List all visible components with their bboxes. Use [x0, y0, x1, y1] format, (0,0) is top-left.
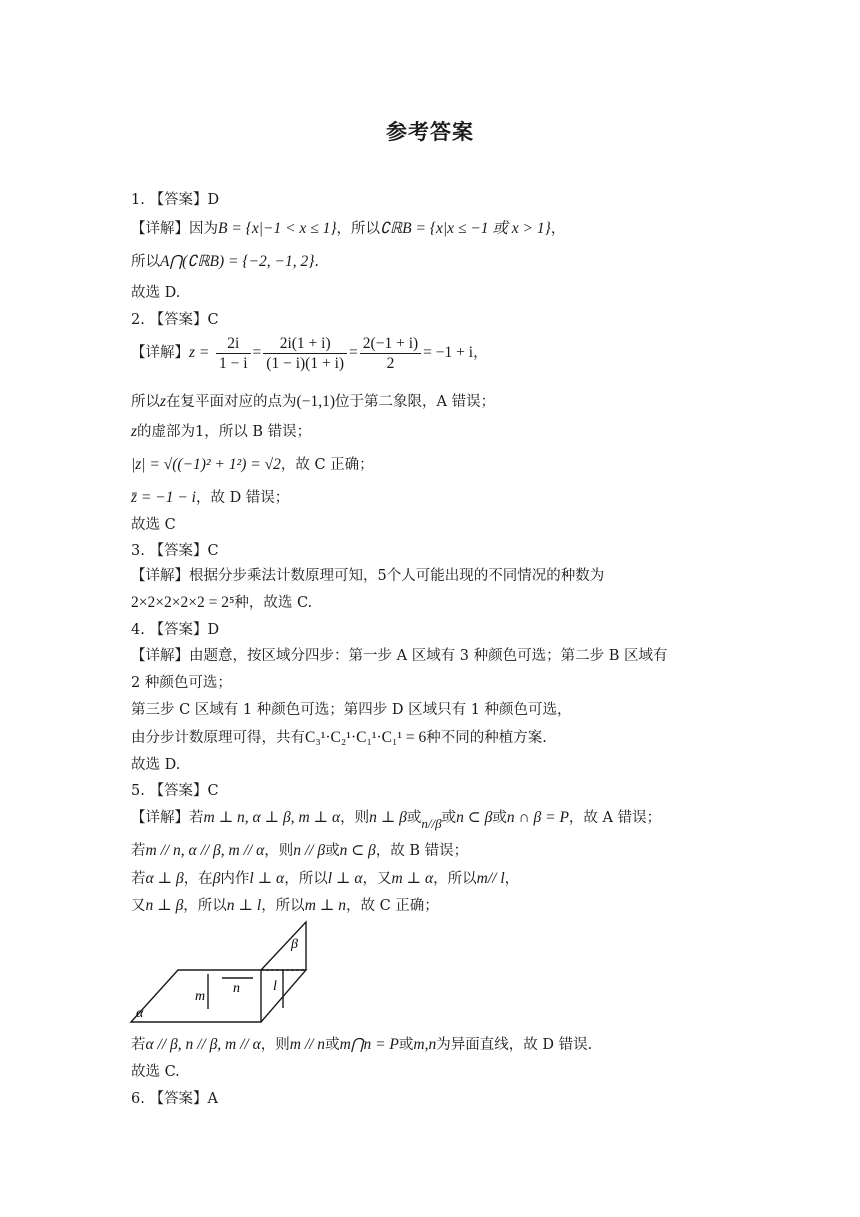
text: 在复平面对应的点为 [166, 394, 297, 410]
math: n ⊥ β [145, 897, 184, 914]
detail-5e [131, 1035, 592, 1055]
detail-2c [131, 422, 311, 442]
page-title: 参考答案 [386, 120, 474, 144]
math: m // n [289, 1036, 326, 1053]
detail-4a: 【详解】由题意，按区域分四步：第一步 A 区域有 3 种颜色可选；第二步 B 区域有 [131, 648, 668, 664]
numerator: 2i [216, 334, 251, 354]
text: 【详解】 [131, 345, 189, 361]
text: ， [550, 221, 566, 237]
math: m ⊥ α [391, 870, 434, 887]
detail-4c: 第三步 C 区域有 1 种颜色可选；第四步 D 区域只有 1 种颜色可选， [131, 702, 572, 718]
denominator: 1 − i [218, 354, 248, 372]
text: 种，故选 C. [234, 595, 313, 611]
label-alpha: α [136, 1006, 144, 1021]
text: 【详解】因为 [131, 221, 218, 237]
math: m ⊥ n [304, 897, 346, 914]
text: 内作 [220, 871, 250, 887]
numerator: 2i(1 + i) [263, 334, 347, 354]
fraction-1 [216, 334, 251, 373]
text: ，所以 [261, 898, 305, 914]
text: 的虚部为1，所以 B 错误； [137, 424, 312, 440]
math: n // β [293, 842, 326, 859]
text: ，故 B 错误； [375, 843, 469, 859]
answer-6: 6. 【答案】A [131, 1091, 218, 1107]
detail-5b [131, 841, 468, 861]
detail-3a: 【详解】根据分步乘法计数原理可知，5个人可能出现的不同情况的种数为 [131, 568, 605, 584]
conclusion-1: 故选 D. [131, 285, 181, 301]
math: n//β [421, 816, 442, 831]
detail-4d [131, 728, 547, 748]
math: = −1 + i [423, 344, 474, 361]
detail-5c [131, 869, 519, 889]
text: 或 [441, 810, 457, 826]
conclusion-2: 故选 C [131, 517, 176, 533]
math: l ⊥ α [249, 870, 285, 887]
math: m// l [476, 870, 505, 887]
text: ，则 [264, 843, 294, 859]
detail-2e [131, 488, 289, 508]
text: ， [473, 345, 488, 361]
text: ，故 C 正确； [345, 898, 439, 914]
detail-2d [131, 455, 374, 475]
label-beta: β [291, 937, 298, 952]
text: ， [504, 871, 520, 887]
label-m: m [195, 989, 206, 1004]
math: m // n, α // β, m // α [145, 842, 265, 859]
text: 若 [131, 1037, 146, 1053]
math: β [212, 870, 221, 887]
math: n ⊂ β [456, 809, 493, 826]
text: 若 [131, 843, 146, 859]
math: m ⊥ n, α ⊥ β, m ⊥ α [203, 809, 341, 826]
label-l: l [273, 979, 277, 994]
detail-2b [131, 392, 495, 412]
text: ，又 [362, 871, 392, 887]
math: m⋂n = P [339, 1036, 399, 1053]
math: l ⊥ α [327, 870, 363, 887]
plane-alpha [131, 970, 306, 1022]
math: A⋂(∁ℝB) = {−2, −1, 2} [160, 253, 315, 270]
math: z̄ = −1 − i [131, 489, 196, 506]
math: C₃¹·C₂¹·C₁¹·C₁¹ = 6 [305, 729, 427, 746]
text: ，故 A 错误； [568, 810, 662, 826]
text: 所以 [131, 394, 160, 410]
text: ，所以 [433, 871, 477, 887]
detail-1b [131, 252, 319, 272]
math: z = [189, 344, 210, 361]
text: ，故 C 正确； [280, 457, 374, 473]
label-n: n [233, 981, 240, 996]
text: ，故 D 错误； [195, 490, 290, 506]
detail-3b [131, 593, 312, 613]
text: 种不同的种植方案. [426, 730, 547, 746]
planes-figure [128, 918, 318, 1026]
answer-1: 1. 【答案】D [131, 192, 220, 208]
conclusion-4: 故选 D. [131, 757, 181, 773]
text: 或 [492, 810, 507, 826]
fraction-3 [360, 334, 421, 373]
text: 位于第二象限，A 错误； [335, 394, 496, 410]
math: (−1,1) [296, 393, 335, 410]
detail-5a [131, 808, 662, 831]
text: ，则 [340, 810, 370, 826]
math: z [160, 393, 167, 410]
math: |z| = √((−1)² + 1²) = √2 [131, 456, 281, 473]
conclusion-5: 故选 C. [131, 1064, 180, 1080]
answer-4: 4. 【答案】D [131, 622, 220, 638]
text: ，所以 [336, 221, 381, 237]
text: 为异面直线，故 D 错误. [436, 1037, 593, 1053]
text: 若 [131, 871, 146, 887]
text: 或 [325, 1037, 340, 1053]
text: ，所以 [284, 871, 328, 887]
math: m,n [413, 1036, 437, 1053]
text: . [314, 254, 319, 270]
answer-3: 3. 【答案】C [131, 543, 219, 559]
math: B = {x|−1 < x ≤ 1} [218, 220, 337, 237]
math: α ⊥ β [145, 870, 184, 887]
text: 【详解】若 [131, 810, 204, 826]
detail-2-equation: 【详解】z = $\frac{2i}{1 - i}$ = $\frac{2i(1 + i)}{(1 - i)(1 + i)}$ = $\frac{2(-1 + i)}{2}$ = −1 + i， [131, 334, 488, 372]
math: n ∩ β = P [506, 809, 569, 826]
text: 由分步计数原理可得，共有 [131, 730, 305, 746]
text: 或 [325, 843, 340, 859]
denominator: (1 − i)(1 + i) [266, 354, 345, 372]
math: n ⊥ β [369, 809, 407, 826]
math: α // β, n // β, m // α [145, 1036, 261, 1053]
text: 又 [131, 898, 146, 914]
math: ∁ℝB = {x|x ≤ −1 或 x > 1} [380, 220, 551, 237]
text: 或 [398, 1037, 414, 1053]
fraction-2 [263, 334, 347, 373]
math: z [131, 423, 138, 440]
math: n ⊥ l [226, 897, 262, 914]
text: ，在 [183, 871, 213, 887]
math: 2×2×2×2×2 = 2⁵ [131, 594, 235, 611]
numerator: 2(−1 + i) [360, 334, 421, 354]
text: 或 [406, 810, 422, 826]
answer-2: 2. 【答案】C [131, 312, 219, 328]
math: n ⊂ β [339, 842, 376, 859]
text: ，则 [260, 1037, 290, 1053]
text: ，所以 [183, 898, 227, 914]
detail-1a [131, 219, 565, 239]
text: 所以 [131, 254, 160, 270]
detail-4b: 2 种颜色可选； [131, 675, 232, 691]
answer-5: 5. 【答案】C [131, 783, 219, 799]
detail-5d [131, 896, 439, 916]
denominator: 2 [386, 354, 395, 372]
